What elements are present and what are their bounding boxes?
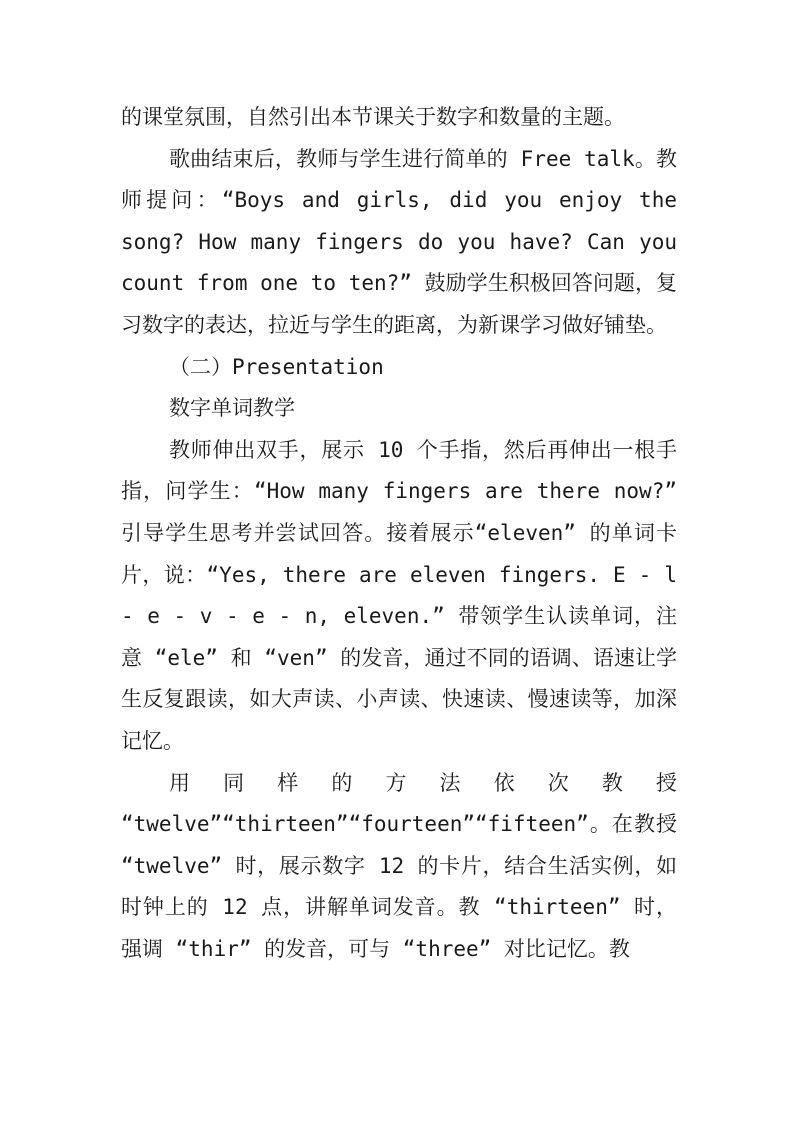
subheading-number-words: 数字单词教学 [169,396,295,421]
paragraph-free-talk: 歌曲结束后，教师与学生进行简单的 Free talk。教师提问：“Boys and girls, did you enjoy the song? How many fingers do you have? Can you count from one to ten?” 鼓励学生积极回答问题，复习数字的表达，拉近与学生的距离，为新课学习做好铺垫。 [121,146,677,337]
section-heading-presentation: （二）Presentation [169,354,384,379]
document-body [121,97,677,970]
paragraph-eleven: 教师伸出双手，展示 10 个手指，然后再伸出一根手指，问学生：“How many fingers are there now?” 引导学生思考并尝试回答。接着展示“eleven” 的单词卡片，说：“Yes, there are eleven fingers. E - l - e - v - e - n, eleven.” 带领学生认读单词，注意 “ele” 和 “ven” 的发音，通过不同的语调、语速让学生反复跟读，如大声读、小声读、快速读、慢速读等，加深记忆。 [121,437,677,753]
paragraph-twelve-to-fifteen: 用同样的方法依次教授 “twelve”“thirteen”“fourteen”“fifteen”。在教授 “twelve” 时，展示数字 12 的卡片，结合生活实例，如时钟上的 12 点，讲解单词发音。教 “thirteen” 时，强调 “thir” 的发音，可与 “three” 对比记忆。教 [121,770,677,961]
paragraph-continuation: 的课堂氛围，自然引出本节课关于数字和数量的主题。 [121,105,625,129]
